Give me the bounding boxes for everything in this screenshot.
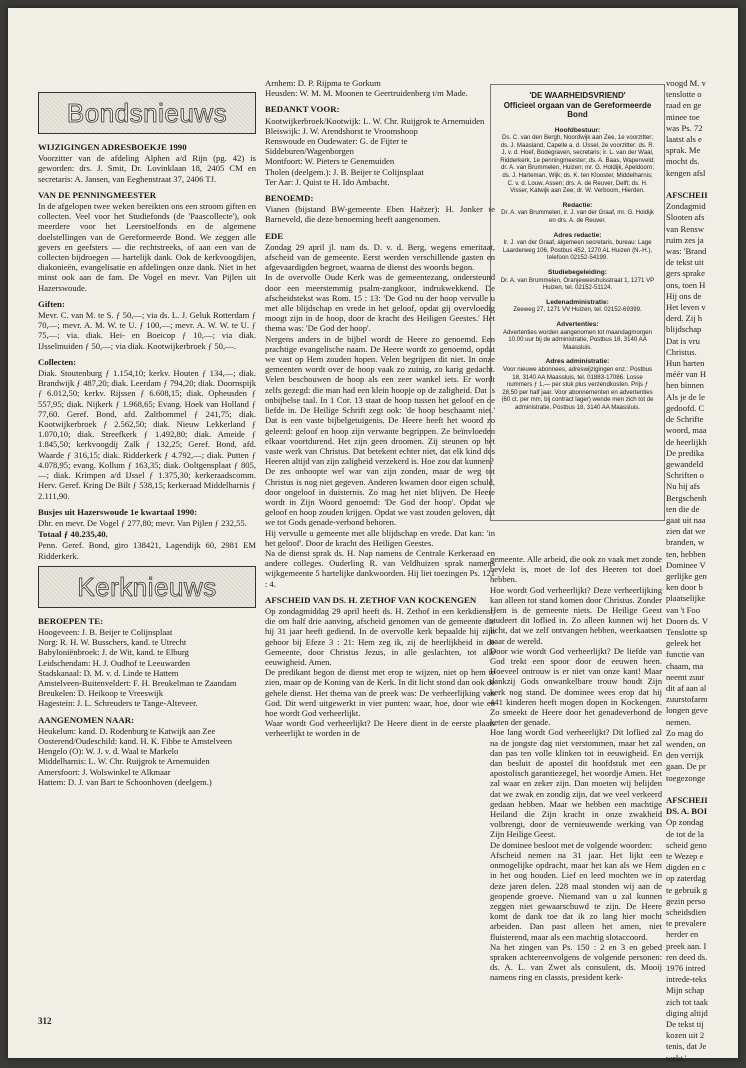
column-4-line: ren deed ds. [666, 951, 708, 962]
column-4-line: geleek het [666, 638, 702, 649]
section-title: VAN DE PENNINGMEESTER [38, 189, 157, 200]
column-3 [490, 554, 662, 1032]
column-4-line: branden, w [666, 537, 705, 548]
column-4-line: Doorn ds. V [666, 615, 709, 626]
column-4-line: Dominee V [666, 559, 706, 570]
column-4-line: Slooten afs [666, 212, 705, 223]
section-text: In de afgelopen twee weken bereikten ons een stroom giften en collecten. Veel voor het Studiefonds (de 'Paascollecte'), ook meerdere voor het Leerstoelfonds en de algemene doelstellingen van de Gereformeerde Bond. We zeggen alle gevers en geefsters — die rechtstreeks, of aan een van de collecten bijdroegen — hartelijk dank. Ook de kerkvoogdijen, diakonieën, evangelisatie en afdelingen onze dank. Niet in het minst ook aan de fam. De Vogel en mevr. Van Pijlen uit Hazerswoude. [38, 201, 256, 293]
column-4-line: de tekst uit [666, 257, 704, 268]
column-3-text: gemeente. Alle arbeid, die ook zo vaak met zonde bevlekt is, moet de lof des Heeren tot doel hebben. Hoe wordt God verheerlijkt? Deze verheerlijking kan alleen tot stand komen door Christus. Zonder Hem is de gemeente niets. De Heilige Geest studeert dit loflied in. Zo alleen kunnen wij het licht, dat we zelf ontvangen hebben, weerkaatsen naar de wereld. Door wie wordt God verheerlijkt? De liefde van God trekt een spoor door de eeuwen heen. Hoeveel ontrouw is er niet van onze kant! Maar dankzij Gods onwankelbare trouw houdt Zijn kerk nog stand. De dominee wees erop dat hij 441 kinderen heeft mogen dopen in Kockengen. Zo smeekt de Heere door het genadeverbond de keten der genade. Hoe lang wordt God verheerlijkt? Dit loflied zal na de jongste dag niet verstommen, maar het zal dan pas ten volle klinken tot in eeuwigheid. En dan besluit de apostel dit hoofdstuk met een apostolisch garantiezegel, het woordje Amen. Het zal waar en zeker zijn. Dan moeten wij belijden dat we zwak en zondig zijn, dat we veel verkeerd gedaan hebben. Maar we hebben een machtige Heiland die Zijn kracht in onze zwakheid volbrengt, door de vernieuwende werking van Zijn Heilige Geest. De dominee besloot met de volgende woorden: Afscheid nemen na 31 jaar. Het lijkt een onmogelijke opdracht, maar het kan als we Hem in het oog houden. Lief en leed mochten we in deze jaren delen. 228 maal stonden wij aan de geopende groeve. Niemand van u zal kunnen zeggen niet gewaarschuwd te zijn. De Heere komt de dank toe dat ik zo lang hier mocht arbeiden. Dan past alleen het amen, niet fluisterend, maar als een machtig slotaccoord. Na het zingen van Ps. 150 : 2 en 3 en gebed spraken achtereenvolgens de volgende personen: ds. A. L. van Zwet als consulent, ds. Mooij namens ring en classis, president kerk- [490, 554, 662, 983]
section-text: Mevr. C. van M. te S. ƒ 50,—; via ds. L. J. Geluk Rotterdam ƒ 70,—; mevr. A. M. W. te U. ƒ 100,—; mevr. A. W. W. te U. ƒ 75,—; via. diak. Hei- en Boeicop ƒ 10,—; via diak. IJsselmuiden ƒ 50,—; via diak. Kootwijkerbroek ƒ 50,—. [38, 310, 256, 351]
intro-text: Arnhem: D. P. Rijpma te Gorkum Heusden: W. M. M. Moonen te Geertruidenberg t/m Made. [265, 78, 468, 99]
column-4-line: op zaterdag [666, 873, 706, 884]
column-4-line: minee toe [666, 111, 700, 122]
colophon-head: Redactie: [562, 201, 593, 209]
column-2 [265, 78, 495, 1038]
section-text: Diak. Stoutenburg ƒ 1.154,10; kerkv. Houten ƒ 134,—; diak. Brandwijk ƒ 487,20; diak. Leerdam ƒ 794,20; diak. Doornspijk ƒ 6.012,50; kerkv. Rijssen ƒ 6.608,15; diak. Opheusden ƒ 557,95; diak. Nijkerk ƒ 1.968,65; Evang. Hoek van Holland ƒ 77,60. Geref. Bond, afd. Zaltbommel ƒ 241,75; diak. Kootwijkerbroek ƒ 2.562,50; diak. Nieuw Lekkerland ƒ 1.070,10; diak. Streefkerk ƒ 1.492,80; diak. Ameide ƒ 1.845,50; kerkvoogdij Zalk ƒ 132,25; Geref. Bond, afd. Waarde ƒ 316,15; diak. Ridderkerk ƒ 4.792,—; diak. Putten ƒ 4.078,95; evang. Kollum ƒ 163,35; diak. Ooltgensplaat ƒ 805,—; diak. Krimpen a/d IJssel ƒ 1.375,30; kerkeraadscomm. Herv. Geref. Kring De Bilt ƒ 538,15; kerkeraad Middelharnis ƒ 2.111,90. [38, 368, 256, 501]
section-text: Heukelum: kand. D. Rodenburg te Katwijk aan Zee Oosterend/Oudeschild: kand. H. K. Fibbe te Amstelveen Hengelo (O): W. J. v. d. Waal te Markelo Middelharnis: L. W. Chr. Ruijgrok te Arnemuiden Amersfoort: J. Wolswinkel te Alkmaar Hattem: D. J. van Bart te Schoonhoven (deelgem.) [38, 725, 233, 787]
colophon-text: Dr. A. van Brummelen, Oranjeweeshuisstraat 1, 1271 VP Huizen, tel. 02152-51124. [500, 276, 655, 292]
column-4-line: wenden, on [666, 738, 706, 749]
column-4-line: preek aan. I [666, 940, 707, 951]
colophon-head: Hoofdbestuur: [554, 126, 601, 134]
column-4-line: de tot de la [666, 828, 704, 839]
column-4-line: gaan. De pr [666, 761, 706, 772]
column-4-line: diging altijd [666, 1007, 708, 1018]
column-4-line [666, 179, 746, 189]
column-4-line: kengen afsl [666, 167, 706, 178]
column-4-line: toegezonge [666, 772, 706, 783]
column-4-line: herder en [666, 929, 699, 940]
column-4-line: AFSCHEII [666, 795, 708, 805]
kerknieuws-heading: Kerknieuws [77, 571, 217, 602]
section-text: Hoogeveen: J. B. Beijer te Colijnsplaat Norg: R. H. W. Busschers, kand. te Utrecht Babyloniënbroek: J. de Wit, kand. te Elburg Leidschendam: H. J. Oudhof te Leeuwarden Stadskanaal: D. M. v. d. Linde te Hattem Amstelveen-Buitenveldert: F. H. Breukelman te Zaandam Breukelen: D. Heikoop te Vreeswijk Hagestein: J. L. Schreuders te Tange-Alteveer. [38, 626, 237, 709]
column-4-line: Hij ons de [666, 290, 702, 301]
section-title: BENOEMD: [265, 193, 314, 204]
column-4-line: voogd M. v [666, 78, 706, 88]
section-title: BEDANKT VOOR: [265, 104, 340, 115]
column-4-cropped [666, 78, 746, 1063]
column-4-line: raad en ge [666, 100, 702, 111]
column-4-line: de Schrifte [666, 414, 704, 425]
column-4-line: Bergschenh [666, 492, 707, 503]
section-text: Vianen (bijstand BW-gemeente Eben Haëzer): H. Jonker te Barneveld, die deze benoeming heeft aangenomen. [265, 204, 495, 225]
column-4-line: blijdschap [666, 324, 702, 335]
column-4-line: plaatselijke [666, 593, 706, 604]
column-4-line: nemen. [666, 716, 692, 727]
colophon-head: Studiebegeleiding: [548, 269, 607, 276]
column-4-line: longen geve [666, 705, 708, 716]
column-4-line: zuurstofarm [666, 694, 708, 705]
column-4-line: ten, hebben [666, 548, 706, 559]
column-4-line: 1976 intred [666, 963, 706, 974]
column-4-line: te Wezep e [666, 851, 704, 862]
bondsnieuws-sections [38, 142, 256, 561]
bondsnieuws-heading: Bondsnieuws [66, 97, 228, 128]
column-4-line: ken door b [666, 582, 703, 593]
column-4-line: Schriften o [666, 470, 704, 481]
column-4-line: ten die de [666, 503, 700, 514]
magazine-page [8, 8, 738, 1063]
column-4-line: de heerlijkh [666, 436, 707, 447]
column-4-line: woord, maa [666, 425, 707, 436]
column-4-line: wekt.' [666, 1052, 687, 1063]
colophon-text: Zeeweg 27, 1271 VV Huizen, tel. 02152-69399. [513, 306, 642, 314]
column-4-line: den verrijk [666, 750, 704, 761]
column-4-line: zien dat we [666, 526, 706, 537]
column-4-line: gezin perso [666, 895, 706, 906]
column-4-line: Als je de le [666, 391, 705, 402]
colophon-title: 'DE WAARHEIDSVRIEND' [529, 91, 626, 100]
column-4-line: hen binnen [666, 380, 704, 391]
column-4-line: Mijn schap [666, 985, 705, 996]
column-4-line: Tenslotte sp [666, 626, 708, 637]
column-4-line: méér van H [666, 369, 707, 380]
column-4-line: gerlijke gen [666, 570, 707, 581]
section-text: Zondag 29 april jl. nam ds. D. v. d. Berg, wegens emeritaat, afscheid van de gemeente. Eerst werden verschillende gasten en afgevaardigden begroet, waarna de dienst des woords begon. In de overvolle Oude Kerk was de gemeentezang, ondersteund door een meerstemmig psalm-zangkoor, indrukwekkend. De afscheidstekst was Rom. 15 : 13: 'De God nu der hoop vervulle u met alle blijdschap en vrede in het geloof, opdat gij overvloedig moogt zijn in de hoop, door de kracht des Heiligen Geestes.' Het thema was: 'De God der hoop'. Nergens anders in de bijbel wordt de Heere zo genoemd. Een prachtige evangelische naam. De Heere wordt zo genoemd, opdat we vast op Hem zouden hopen. Velen begrijpen dit niet. In onze gemeenten wordt over de hoop vaak zo zuinig, zo karig gedacht. Velen beschouwen de hoop als een zeer wankel iets. Er wordt zelfs gezegd: die man had een klein hoopje op de zaligheid. Dat is onbijbelse taal. In 1 Cor. 13 staat de hoop tussen het geloof en de liefde in. De Heilige Schrift zegt ook: 'de hoop beschaamt niet.' Dat is een vaste bijbelgetuigenis. De Heere heeft het woord zo geleerd: geloof en hoop zijn verwante begrippen. Ze beïnvloeden elkaar voortdurend. Het zijn geen droomen. Zij steunen op het vaste werk van Christus. Dat betekent echter niet, dat elk kind des Heeren altijd van zijn zaligheid verzekerd is. Hoe zou dat kunnen? De zes onhoopte wel war van zijn zonden, maar de weg tot Christus is nog niet gegeven. Anderen kwamen door eigen schuld, door ongeloof in duisternis. Zo mag het niet blijven. De Heere wordt in Zijn Woord genoemd: 'De God der hoop'. Opdat we geloof en hoop zouden krijgen. Opdat we vast zouden geloven, dat we tot Gods genade-verbond behoren. Hij vervulle u gemeente met alle blijdschap en vrede. Dat kan: 'in het geloof'. Door de kracht des Heiligen Geestes. Na de dienst sprak ds. H. Nap namens de Centrale Kerkeraad en andere colleges. Ouderling R. van Veldhuizen sprak namens wijkgemeente 5 hartelijke dankwoorden. Hij liet toezingen Ps. 121 : 4. [265, 241, 495, 589]
column-4-line: Hun harten [666, 358, 705, 369]
section-text: Op zondagmiddag 29 april heeft ds. H. Zethof in een kerkdienst, die om half drie aanving, afscheid genomen van de gemeente die hij 31 jaar heeft gediend. In de overvolle kerk bepaalde hij zijn gehoor bij Efeze 3 : 21: Hem zeg ik, zij de heerlijkheid in de Gemeente, door Christus Jezus, in alle geslachten, tot alle eeuwigheid. Amen. De predikant begon de dienst met erop te wijzen, niet op hem te zien, maar op de Koning van de Kerk. In dit licht stond dan ook de gehele dienst. Het thema van de preek was: De verheerlijking van God. Dit werd uitgewerkt in vier punten: waar, hoe, door wie en hoe wordt God verheerlijkt. Waar wordt God verheerlijkt? De Heere dient in de eerste plaats verheerlijkt te worden in de [265, 605, 495, 739]
column-4-line: digden en c [666, 862, 706, 873]
column-4-line: van 't Foo [666, 604, 701, 615]
section-title: AFSCHEID VAN DS. H. ZETHOF VAN KOCKENGEN [265, 594, 477, 605]
column-4-line: kozen uit 2 [666, 1030, 705, 1041]
colophon-head: Advertenties: [556, 320, 599, 328]
column-4-line: laatst als e [666, 134, 702, 145]
section-title: EDE [265, 230, 284, 241]
colophon-text: Advertenties worden aangenomen tot maandagmorgen 10.00 uur bij de administratie, Postbus 18, 3140 AA Maassluis. [502, 328, 653, 351]
column-1 [38, 92, 256, 788]
section-title: Giften: [38, 298, 65, 309]
column-4-line: Dat is vru [666, 335, 700, 346]
colophon-text: Dr. A. van Brummelen, ir. J. van der Graaf, mr. G. Holdijk en drs. A. de Reuver. [501, 209, 654, 225]
column-4-line: De predika [666, 447, 704, 458]
colophon-subtitle: Officieel orgaan van de Gereformeerde Bond [503, 100, 652, 119]
column-4-line: gers sprake [666, 268, 705, 279]
column-4-line: DS. A. BOI [666, 806, 708, 817]
column-4-line: scheid geno [666, 839, 707, 850]
colophon-head: Adres redactie: [553, 231, 602, 239]
colophon-text: Voor nieuwe abonnees, adreswijzigingen enz.: Postbus 18, 3140 AA Maassluis, tel. 01883-17086. Losse nummers ƒ 1,— per stuk plus verzendkosten. Prijs ƒ 28,50 per half jaar. Voor abonnementen en advertenties (60 ct. per mm, bij contract lager) wende men zich tot de administratie, Postbus 18, 3140 AA Maassluis. [501, 365, 654, 411]
column-4-line: mocht ds. [666, 156, 700, 167]
section-title: WIJZIGINGEN ADRESBOEKJE 1990 [38, 142, 187, 152]
column-4-line: Zo mag do [666, 727, 704, 738]
column-4-line: De tekst tij [666, 1019, 704, 1030]
colophon-box [490, 84, 665, 521]
section-title: Busjes uit Hazerswoude 1e kwartaal 1990: [38, 506, 198, 517]
column-4-line: te gebruik g [666, 884, 708, 895]
bondsnieuws-banner [38, 92, 256, 134]
colophon-text: Ds. C. van den Bergh, Noordwijk aan Zee, 1e voorzitter; ds. J. Maasland, Capelle a. d. IJssel, 2e voorzitter; ds. R. J. v. d. Hoef, Bodegraven, secretaris; ir. L. van der Waal, Ridderkerk, 1e penningmeester; ds. A. Baas, Wapenveld; dr. A. van Brummelen, Huizen; mr. G. Holdijk, Apeldoorn; ds. J. Harteman, Wijk; ds. K. ten Klooster, Middelharnis; C. v. d. Louw, Assen; drs. A. de Reuver, Delft; ds. H. Visser, Katwijk aan Zee; dr. W. Verboom, Hierden. [500, 134, 655, 195]
colophon-text: Ir. J. van der Graaf, algemeen secretaris, bureau: Lage Laarderweg 106, Postbus 452, 1270 AL Huizen (N.-H.), telefoon 02152-54199. [502, 239, 653, 262]
column-4-line: van Rensw [666, 223, 704, 234]
kerknieuws-banner [38, 566, 256, 608]
column-4-line: gedoofd. C [666, 402, 705, 413]
section-text: Kootwijkerbroek/Kootwijk: L. W. Chr. Ruijgrok te Arnemuiden Bleiswijk: J. W. Arendshorst te Vroomshoop Renswoude en Oudewater: G. de Fijter te Siddeburen/Wagenborgen Montfoort: W. Pieters te Genemuiden Tholen (deelgem.): J. B. Beijer te Colijnsplaat Ter Aar: J. Quist te H. Ido Ambacht. [265, 115, 485, 187]
section-text: Penn. Geref. Bond, giro 138421, Lagendijk 60, 2981 EM Ridderkerk. [38, 540, 256, 561]
column-4-line: zich tot taak [666, 996, 708, 1007]
section-title: Collecten: [38, 356, 77, 367]
column-4-line: dit af aan al [666, 682, 707, 693]
section-title: AANGENOMEN NAAR: [38, 714, 135, 725]
column-4-line: scheidsdien [666, 907, 707, 918]
column-4-line: Zondagmid [666, 201, 706, 212]
column-4-line: derd. Zij h [666, 313, 703, 324]
column-4-line: ruim zes ja [666, 234, 704, 245]
column-4-line: Nu hij afs [666, 481, 700, 492]
column-4-line: te prevalere [666, 918, 707, 929]
column-4-line: functie van [666, 649, 705, 660]
column-4-line: AFSCHEII [666, 190, 708, 201]
column-4-line: Christus. [666, 346, 697, 357]
section-text: Voorzitter van de afdeling Alphen a/d Rijn (pg. 42) is geworden: drs. J. Smit, Dr. Lovinklaan 18, 2405 CM en secretaris: A. Jansen, van Eeghenstraat 37, 2406 TJ. [38, 153, 256, 184]
page-number: 312 [38, 1016, 52, 1026]
colophon-head: Ledenadministratie: [546, 298, 609, 306]
column-4-line: Op zondag [666, 817, 704, 828]
column-4-line: neemt zuur [666, 671, 705, 682]
column-4-line: tenis, dat Je [666, 1041, 707, 1052]
column-4-line: was Ps. 72 [666, 122, 703, 133]
column-4-line: gewandeld [666, 458, 704, 469]
column-4-line: intrede-teks [666, 974, 707, 985]
column-4-line: ons, toen H [666, 279, 706, 290]
column-4-line: gaat uit naa [666, 514, 706, 525]
column-4-line: tenslotte o [666, 89, 702, 100]
column-4-line [666, 784, 746, 794]
column-4-line: was: 'Brand [666, 246, 707, 257]
section-text: Dhr. en mevr. De Vogel ƒ 277,80; mevr. Van Pijlen ƒ 232,55. [38, 517, 247, 528]
section-title: BEROEPEN TE: [38, 615, 104, 626]
column-4-line: sprak. Me [666, 145, 701, 156]
kerknieuws-sections [38, 616, 256, 787]
column-4-line: chaam, ma [666, 660, 704, 671]
colophon-head: Adres administratie: [545, 358, 610, 366]
section-title: Totaal ƒ 40.235,40. [38, 529, 108, 540]
column-4-line: Het leven v [666, 302, 706, 313]
